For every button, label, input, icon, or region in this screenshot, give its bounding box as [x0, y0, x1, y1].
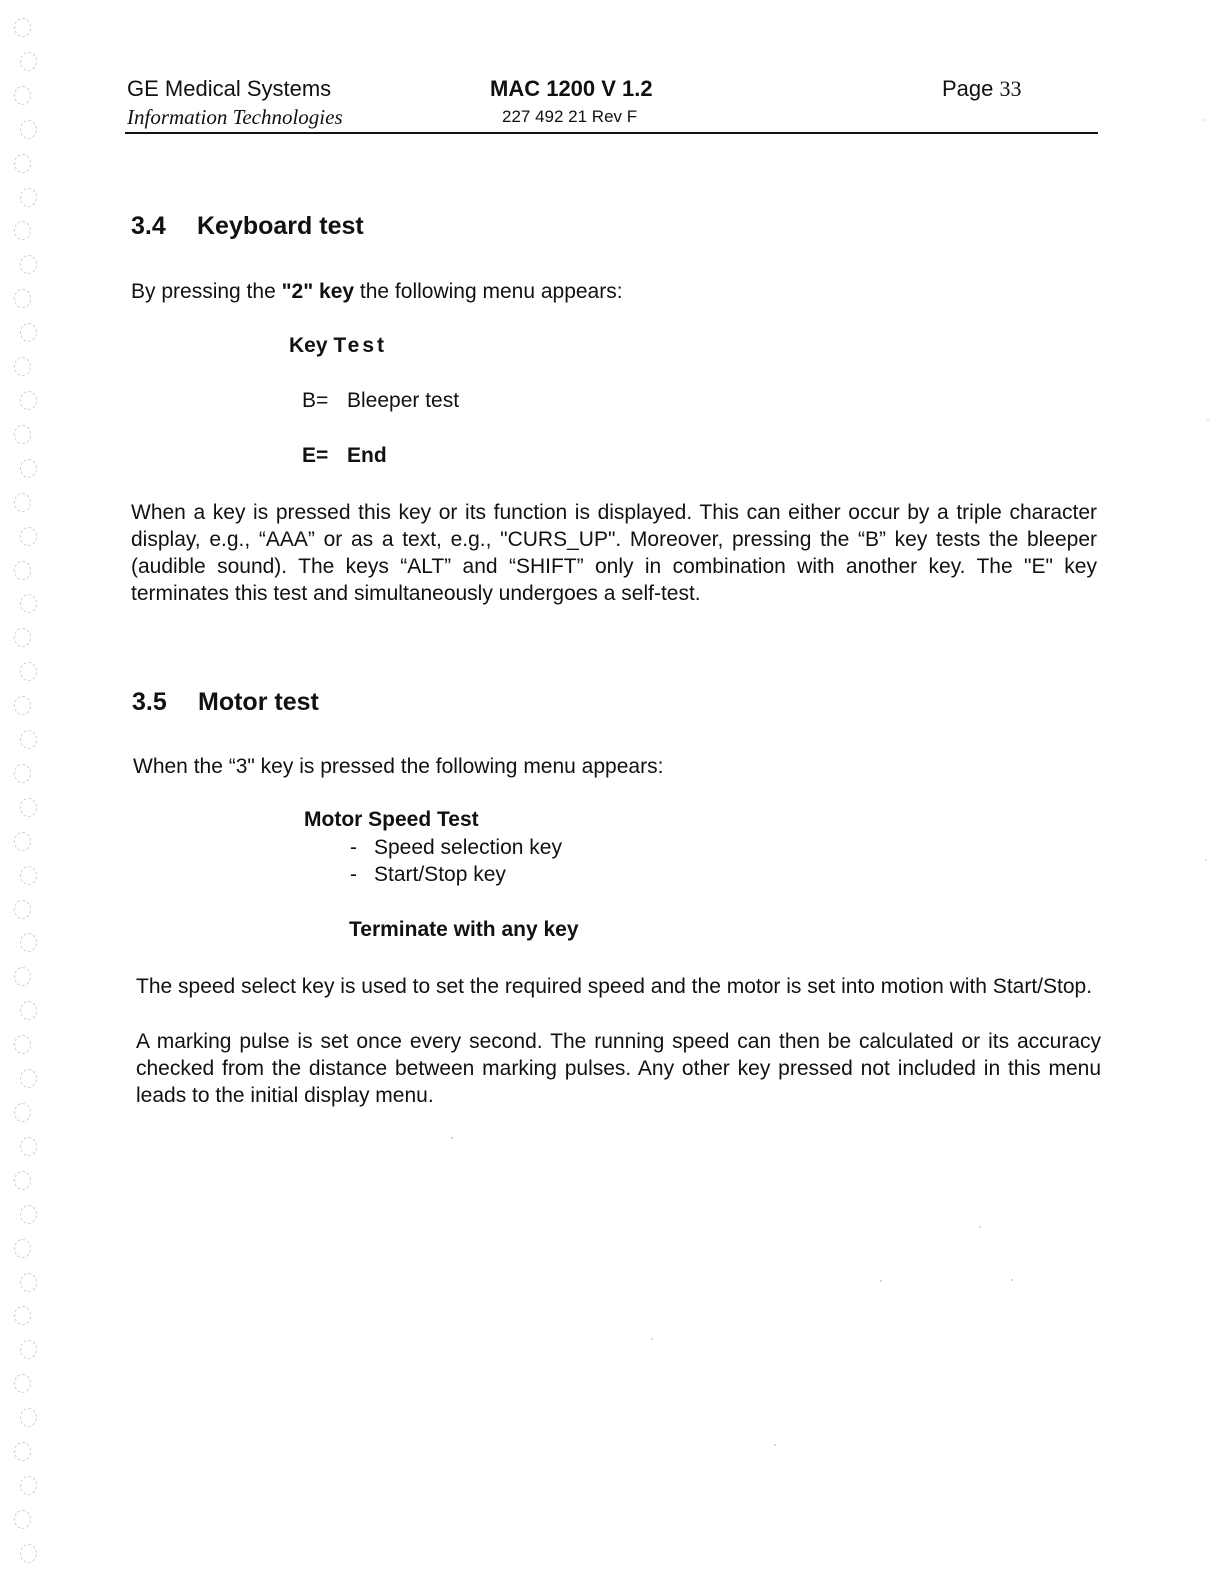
intro-before-text: By pressing the [131, 280, 282, 303]
motor-menu-item-label: Start/Stop key [374, 863, 506, 886]
header-model: MAC 1200 V 1.2 [490, 76, 653, 101]
motor-menu-item-label: Speed selection key [374, 836, 562, 859]
binder-holes [14, 18, 48, 1563]
binder-hole [14, 1442, 31, 1461]
binder-hole [14, 1510, 31, 1529]
binder-hole [20, 798, 37, 817]
menu-option-bleeper [302, 389, 459, 413]
header-department: Information Technologies [127, 105, 343, 129]
header-page [942, 76, 1022, 102]
binder-hole [20, 1340, 37, 1359]
binder-hole [20, 866, 37, 885]
motor-menu-item: - Start/Stop key [350, 863, 506, 886]
binder-hole [20, 1001, 37, 1020]
binder-hole [14, 1306, 31, 1325]
menu-option-key: E= [302, 444, 329, 467]
binder-hole [20, 52, 37, 71]
binder-hole [14, 1171, 31, 1190]
binder-hole [20, 730, 37, 749]
binder-hole [14, 967, 31, 986]
binder-hole [20, 1476, 37, 1495]
header-company: GE Medical Systems [127, 76, 332, 101]
intro-key-text: "2" key [281, 280, 355, 303]
menu-option-label: End [347, 444, 387, 467]
binder-hole [14, 154, 31, 173]
binder-hole [14, 1374, 31, 1393]
header-page-number: 33 [999, 76, 1022, 101]
motor-menu-item: - Speed selection key [350, 836, 562, 859]
header-doc-number: 227 492 21 Rev F [502, 107, 638, 126]
motor-menu-footer: Terminate with any key [349, 918, 579, 941]
section-3-4-intro [131, 280, 623, 304]
binder-hole [20, 391, 37, 410]
binder-hole [14, 832, 31, 851]
binder-hole [14, 1239, 31, 1258]
section-3-5-body-1: The speed select key is used to set the required speed and the motor is set into motion with Start/Stop. [136, 975, 1093, 998]
binder-hole [20, 1273, 37, 1292]
menu-title-word: Key [289, 334, 328, 357]
binder-hole [20, 255, 37, 274]
section-3-4-heading [131, 212, 364, 241]
motor-menu-title: Motor Speed Test [304, 808, 479, 831]
header-page-label: Page [942, 76, 994, 101]
binder-hole [20, 594, 37, 613]
binder-hole [20, 662, 37, 681]
section-3-5-number: 3.5 [132, 688, 167, 716]
binder-hole [20, 1544, 37, 1563]
binder-hole [20, 120, 37, 139]
binder-hole [14, 221, 31, 240]
intro-after-text: the following menu appears: [354, 280, 623, 303]
binder-hole [20, 1069, 37, 1088]
section-3-5-heading [132, 688, 319, 717]
header-rule [125, 132, 1098, 134]
binder-hole [14, 425, 31, 444]
menu-title-spaced: Test [333, 334, 387, 357]
binder-hole [14, 696, 31, 715]
section-3-5-intro: When the “3" key is pressed the following menu appears: [133, 755, 664, 778]
binder-hole [14, 86, 31, 105]
binder-hole [14, 900, 31, 919]
menu-option-key: B= [302, 389, 329, 412]
binder-hole [20, 323, 37, 342]
binder-hole [20, 1137, 37, 1156]
section-3-4-title: Keyboard test [197, 212, 364, 240]
binder-hole [14, 1103, 31, 1122]
binder-hole [20, 188, 37, 207]
menu-option-end [302, 444, 387, 468]
binder-hole [20, 1205, 37, 1224]
binder-hole [14, 764, 31, 783]
binder-hole [14, 357, 31, 376]
section-3-5-body-2: A marking pulse is set once every second. The running speed can then be calculated or its accuracy checked from the distance between marking pulses. Any other key pressed not included in this menu leads to the initial display menu. [136, 1030, 1101, 1107]
binder-hole [14, 1035, 31, 1054]
key-test-menu-title [289, 334, 387, 358]
binder-hole [20, 459, 37, 478]
binder-hole [20, 933, 37, 952]
section-3-4-body: When a key is pressed this key or its function is displayed. This can either occur by a triple character display, e.g., “AAA” or as a text, e.g., "CURS_UP". Moreover, pressing the “B” key tests the bleeper (audible sound). The keys “ALT” and “SHIFT” only in combination with another key. The "E" key terminates this test and simultaneously undergoes a self-test. [131, 501, 1097, 605]
binder-hole [20, 1408, 37, 1427]
binder-hole [20, 527, 37, 546]
binder-hole [14, 628, 31, 647]
binder-hole [14, 493, 31, 512]
binder-hole [14, 289, 31, 308]
menu-option-label: Bleeper test [347, 389, 460, 412]
binder-hole [14, 18, 31, 37]
binder-hole [14, 561, 31, 580]
section-3-4-number: 3.4 [131, 212, 166, 240]
section-3-5-title: Motor test [198, 688, 319, 716]
